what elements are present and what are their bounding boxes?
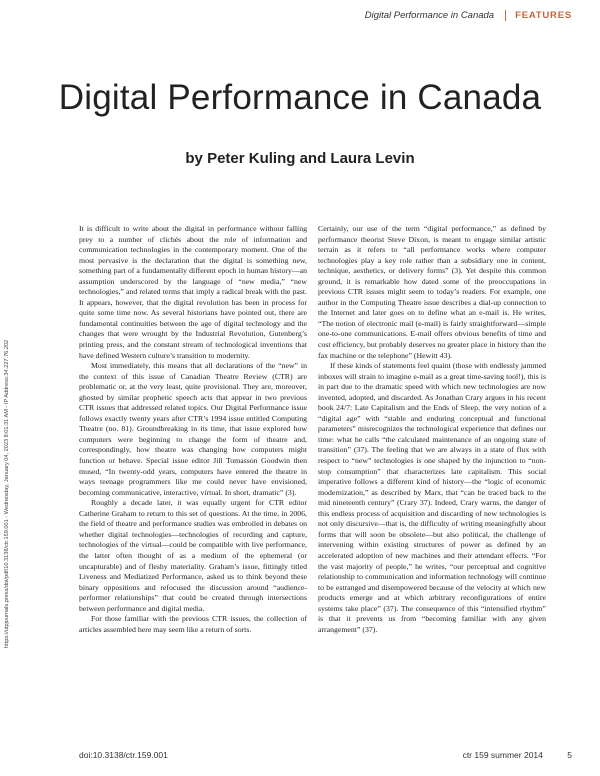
paragraph: It is difficult to write about the digital in performance without falling prey to a number of clichés about the role of information and communication technologies in the contemporary moment. One of the most pervasive is the declaration that the digital is something new, something part of a fundamentally different epoch in human history—an assumption underscored by the language of “new media,” “new technologies,” and related terms that imply a radical break with the past. It appears, however, that the digital revolution has been in process for quite some time now. As several historians have pointed out, there are fundamental continuities between the age of digital technology and the changes that were wrought by the Industrial Revolution, Gutenberg’s printing press, and the constant stream of technological inventions that have defined Western culture’s transition to modernity. <box>79 224 307 360</box>
page-footer <box>79 750 572 760</box>
issue-info: ctr 159 summer 2014 <box>462 750 543 760</box>
page-number: 5 <box>567 750 572 760</box>
paragraph: Certainly, our use of the term “digital performance,” as defined by performance theorist Steve Dixon, is meant to engage similar artistic terrain as it refers to “all performance works where computer technologies play a key role rather than a subsidiary one in content, technique, aesthetics, or delivery forms” (3). Yet despite this common ground, it is remarkable how dated some of the preoccupations in previous CTR issues might seem to today’s readers. For example, one author in the Computing Theatre issue describes a dial-up connection to the Internet and later goes on to define what an e-mail is. He writes, “The notion of electronic mail (e-mail) is fairly straightforward—simple one-to-one communications. E-mail offers obvious benefits of time and cost efficiency, but probably deserves no greater place in history than the fax machine or the telephone” (Hewitt 43). <box>318 224 546 360</box>
left-column <box>79 224 307 635</box>
header-divider <box>505 10 506 21</box>
byline: by Peter Kuling and Laura Levin <box>185 150 415 167</box>
article-title: Digital Performance in Canada <box>58 78 542 117</box>
doi-link[interactable]: doi:10.3138/ctr.159.001 <box>79 750 168 760</box>
section-label: FEATURES <box>515 10 572 21</box>
running-header-title: Digital Performance in Canada <box>364 10 495 21</box>
download-watermark: https://utpjournals.press/doi/pdf/10.3138/ctr.159.001 - Wednesday, January 04, 2023 8:01:31 AM - IP Address:34.227.76.202 <box>4 339 10 648</box>
paragraph: For those familiar with the previous CTR issues, the collection of articles assembled here may seem like a return of sorts. <box>79 614 307 634</box>
running-header <box>365 10 572 21</box>
right-column <box>318 224 546 635</box>
paragraph: If these kinds of statements feel quaint (those with endlessly jammed inboxes will strain to imagine e-mail as a great time-saving tool!), this is in part due to the dramatic speed with which new technologies are now invented, adopted, and discarded. As Jonathan Crary argues in his recent book 24/7: Late Capitalism and the Ends of Sleep, the very notion of a “digital age” with “stable and enduring conceptual and functional parameters” misrecognizes the technological experience that defines our time: what he calls “the calculated maintenance of an ongoing state of transition” (37). The feeling that we are always in a state of flux with respect to “new” technologies is one shaped by the injunction to “non-stop consumption” that characterizes late capitalism. This social imperative follows a different kind of history—the “logic of economic modernization,” as described by Marx, that “can be traced back to the mid nineteenth century” (Crary 37). Indeed, Crary warns, the danger of this endless process of acquisition and discarding of new technologies is not only discursive—that is, the difficulty of writing meaningfully about forms that will soon be obsolete—but also political, the challenge of intervening within existing structures of power as defined by an accelerated adoption of new machines and their attendant effects. “For the vast majority of people,” he writes, “our perceptual and cognitive relationship to communication and information technology will continue to be estranged and disempowered because of the velocity at which new products emerge and at which arbitrary reconfigurations of entire systems take place” (37). The consequence of this “intensified rhythm” is that it prevents us from “becoming familiar with any given arrangement” (37). <box>318 361 546 634</box>
paragraph: Most immediately, this means that all declarations of the “new” in the context of this issue of Canadian Theatre Review (CTR) are problematic or, at the very least, quite provisional. They are, moreover, ghosted by similar prophetic speech acts that appear in two previous CTR issues that addressed related topics. Our Digital Performance issue follows exactly twenty years after CTR’s 1994 issue entitled Computing Theatre (no. 81). Groundbreaking in its time, that issue explored how computers were beginning to change the form of theatre and, correspondingly, how theatre was changing how computers might function or behave. Special issue editor Jill Tomasson Goodwin then mused, “In twenty-odd years, computers have entered the theatre in ways teenage programmers like me could never have envisioned, becoming communicative, interactive, virtual. In short, dramatic” (3). <box>79 361 307 497</box>
paragraph: Roughly a decade later, it was equally urgent for CTR editor Catherine Graham to return to this set of questions. At the time, in 2006, the field of theatre and performance studies was embroiled in debates on whether digital technologies—technologies of recording and capture, technologies of the virtual—could be compatible with live performance, the latter often thought of as a medium of the ephemeral (or uncapturable) and of fleshy materiality. Graham’s issue, fittingly titled Liveness and Mediatized Performance, asked us to think beyond these binary oppositions and refocused the discussion around “audience-performer relationships” that could be created through intersections between performance and digital media. <box>79 498 307 613</box>
